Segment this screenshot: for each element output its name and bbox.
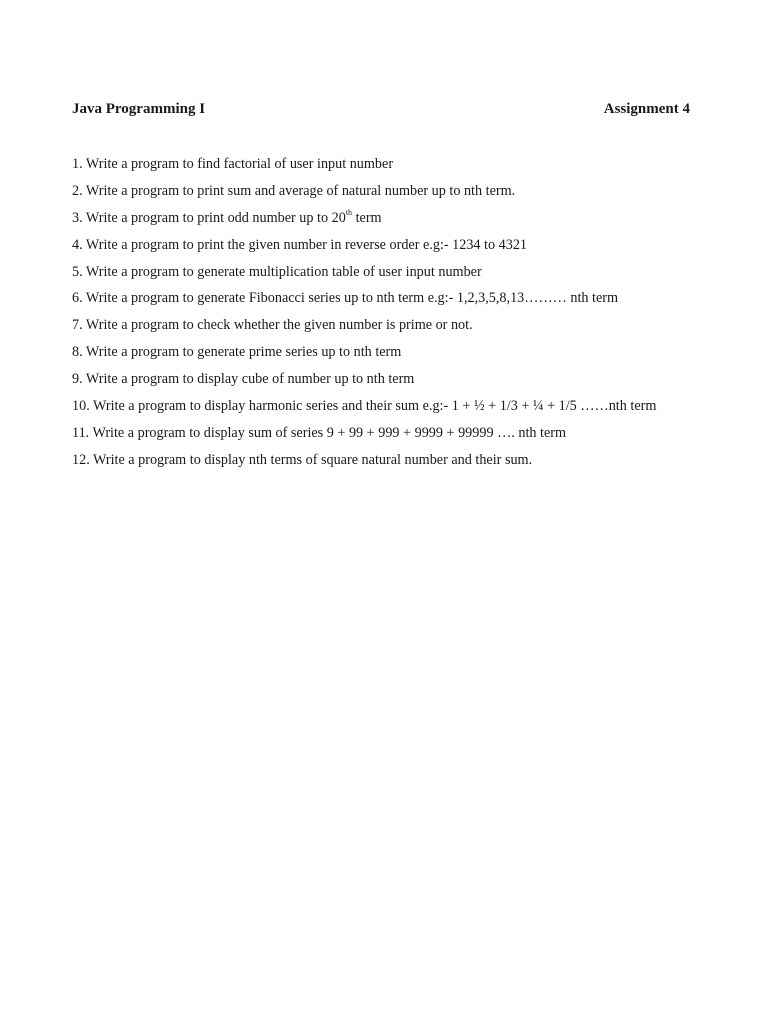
question-item: [72, 205, 722, 232]
question-item: [72, 339, 722, 366]
question-item: [72, 151, 722, 178]
question-text: 12. Write a program to display nth terms of square natural number and their sum.: [72, 451, 533, 468]
question-text-suffix: term: [352, 209, 382, 226]
question-item: [72, 178, 722, 205]
course-title: Java Programming I: [72, 101, 206, 117]
question-text: 9. Write a program to display cube of number up to nth term: [72, 371, 415, 388]
assignment-title: Assignment 4: [603, 101, 690, 117]
question-text: 2. Write a program to print sum and average of natural number up to nth term.: [72, 182, 516, 199]
question-text: 5. Write a program to generate multiplication table of user input number: [72, 263, 482, 280]
question-item: [72, 447, 722, 474]
question-item: [72, 312, 722, 339]
question-text: 1. Write a program to find factorial of user input number: [72, 156, 394, 172]
question-item: [72, 393, 722, 420]
document-header: [72, 98, 690, 120]
question-text: 11. Write a program to display sum of series 9 + 99 + 999 + 9999 + 99999 …. nth term: [72, 424, 567, 441]
question-text: 8. Write a program to generate prime series up to nth term: [72, 344, 402, 361]
question-item: [72, 259, 722, 286]
question-text: 6. Write a program to generate Fibonacci series up to nth term e.g:- 1,2,3,5,8,13……… nth term: [72, 290, 619, 307]
superscript-ordinal: th: [345, 208, 353, 218]
question-item: [72, 285, 722, 312]
question-item: [72, 366, 722, 393]
question-text: 3. Write a program to print odd number up to 20: [72, 209, 346, 226]
question-text: 4. Write a program to print the given number in reverse order e.g:- 1234 to 4321: [72, 236, 528, 253]
question-list: [72, 151, 722, 474]
question-text: 10. Write a program to display harmonic series and their sum e.g:- 1 + ½ + 1/3 + ¼ + 1/5 ……nth term: [72, 398, 657, 415]
question-item: [72, 420, 722, 447]
question-text: 7. Write a program to check whether the given number is prime or not.: [72, 317, 473, 334]
question-item: [72, 232, 722, 259]
